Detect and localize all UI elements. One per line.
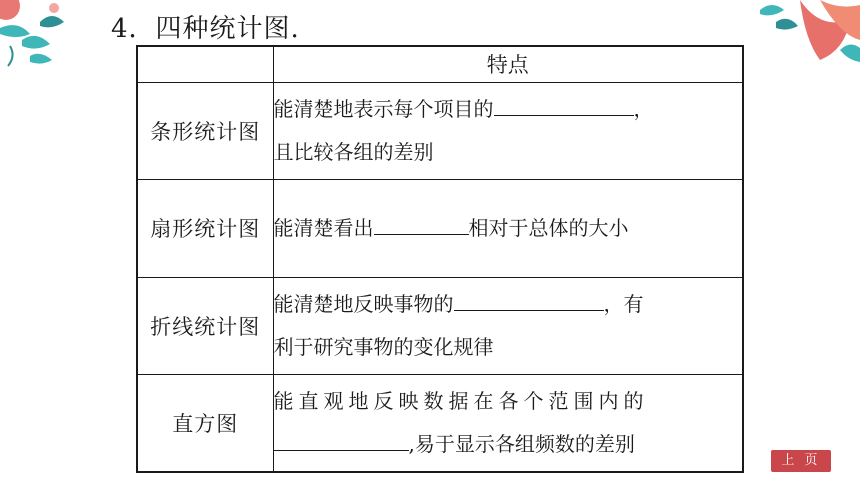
answer-blank <box>454 284 604 311</box>
floral-decoration-top-right-icon <box>740 0 860 70</box>
chart-feature-cell <box>273 180 743 277</box>
feature-text: 能清楚地表示每个项目的 <box>273 96 494 121</box>
statistics-chart-table <box>136 45 744 473</box>
chart-type-cell: 直方图 <box>137 375 273 472</box>
feature-text: 且比较各组的差别 <box>273 139 434 164</box>
chart-feature-cell <box>273 82 743 179</box>
feature-text: 能清楚看出 <box>273 215 374 240</box>
answer-blank <box>274 424 409 451</box>
feature-text: 能直观地反映数据在各个范围内的 <box>273 389 649 413</box>
chart-type-cell: 折线统计图 <box>137 277 273 374</box>
feature-text: ， <box>633 96 654 121</box>
answer-blank <box>494 89 634 116</box>
floral-decoration-top-left-icon <box>0 0 90 80</box>
chart-feature-cell <box>273 375 743 472</box>
feature-text: ，有 <box>603 291 644 316</box>
answer-blank <box>374 208 469 235</box>
feature-text: ,易于显示各组频数的差别 <box>408 432 635 456</box>
feature-text: 利于研究事物的变化规律 <box>273 334 494 359</box>
table-row-line-chart <box>137 277 743 374</box>
feature-text: 能清楚地反映事物的 <box>273 291 454 316</box>
table-row-bar-chart <box>137 82 743 179</box>
chart-type-cell: 条形统计图 <box>137 82 273 179</box>
table-row-pie-chart <box>137 180 743 277</box>
header-features: 特点 <box>273 46 743 82</box>
section-heading: 4．四种统计图. <box>111 14 300 44</box>
table-row-histogram <box>137 375 743 472</box>
chart-feature-cell <box>273 277 743 374</box>
chart-type-cell: 扇形统计图 <box>137 180 273 277</box>
feature-text: 相对于总体的大小 <box>468 215 629 240</box>
header-empty-cell <box>137 46 273 82</box>
table-header-row <box>137 46 743 82</box>
previous-page-button[interactable]: 上 页 <box>771 450 831 472</box>
